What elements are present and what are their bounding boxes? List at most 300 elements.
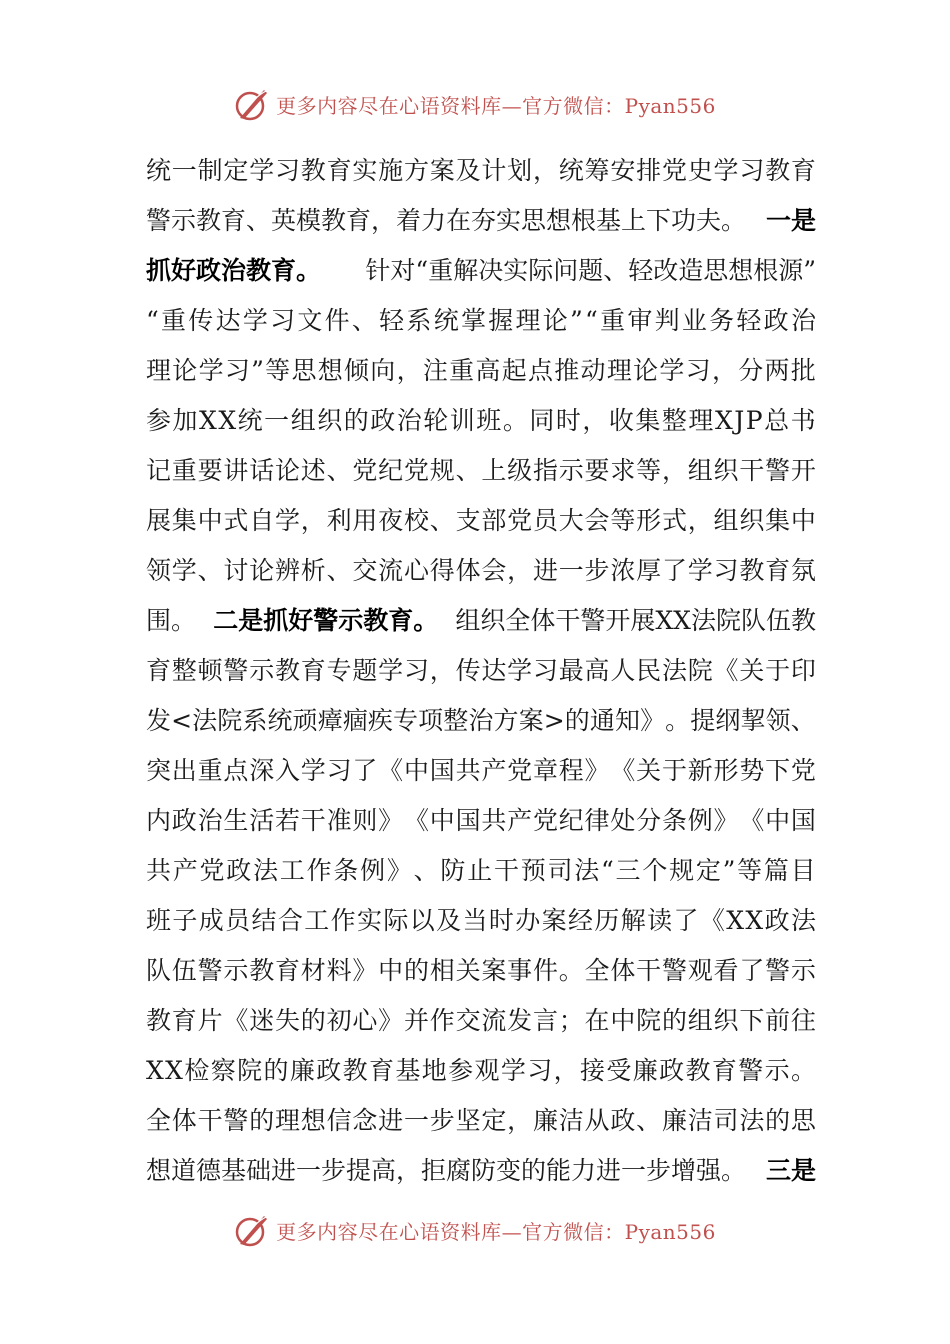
char: 地 <box>421 1056 447 1085</box>
char: 篇 <box>763 856 789 885</box>
char: 新 <box>687 756 713 785</box>
text-line <box>146 196 816 246</box>
char: > <box>543 706 565 735</box>
char: 交 <box>352 556 378 585</box>
char: 习 <box>403 656 429 685</box>
char: 。 <box>790 1056 816 1085</box>
char: 专 <box>326 656 352 685</box>
char: 示 <box>790 956 816 985</box>
char: 整 <box>661 406 687 435</box>
char: 发 <box>146 706 172 735</box>
char: 关 <box>455 956 481 985</box>
text-line <box>146 696 816 746</box>
char: 书 <box>790 406 816 435</box>
char: 的 <box>343 406 369 435</box>
char: 统 <box>146 156 172 185</box>
char: 成 <box>198 906 224 935</box>
char: 廉 <box>661 1106 687 1135</box>
char: 共 <box>455 756 481 785</box>
text-segment: 针对“重解决实际问题、轻改造思想根源” <box>365 256 816 285</box>
char: 体 <box>610 956 636 985</box>
char: 论 <box>274 456 300 485</box>
char: 指 <box>532 456 558 485</box>
watermark-header <box>0 84 950 124</box>
char: 警 <box>765 956 791 985</box>
char: 部 <box>481 506 507 535</box>
char: 握 <box>488 306 514 335</box>
char: 动 <box>580 356 606 385</box>
char: 了 <box>739 956 765 985</box>
char: 党 <box>403 456 429 485</box>
char: 论 <box>542 306 568 335</box>
char: 治 <box>468 706 494 735</box>
char: 学 <box>242 306 268 335</box>
char: 》 <box>584 756 610 785</box>
char: J <box>734 406 745 435</box>
char: 历 <box>594 906 620 935</box>
char: 。 <box>558 956 584 985</box>
char: 习 <box>274 156 300 185</box>
char: 自 <box>249 506 275 535</box>
char: 章 <box>532 756 558 785</box>
char: 整 <box>171 656 197 685</box>
char: 育 <box>765 556 791 585</box>
char: 律 <box>584 806 610 835</box>
char: 个 <box>642 856 668 885</box>
char: 教 <box>249 956 275 985</box>
char: 步 <box>429 1106 455 1135</box>
char: 定 <box>481 1106 507 1135</box>
char: 。 <box>502 406 528 435</box>
char: 题 <box>352 656 378 685</box>
char: 作 <box>306 856 332 885</box>
char: 政 <box>316 1056 342 1085</box>
char: 了 <box>661 556 687 585</box>
char: 司 <box>713 1106 739 1135</box>
char: 治 <box>790 306 816 335</box>
text-line <box>146 896 816 946</box>
char: 下 <box>765 756 791 785</box>
char: ” <box>251 356 264 385</box>
char: 员 <box>532 506 558 535</box>
char: 示 <box>223 956 249 985</box>
char: 等 <box>737 856 763 885</box>
char: 育 <box>274 956 300 985</box>
char: 警 <box>223 656 249 685</box>
char: ， <box>711 356 737 385</box>
text-line <box>146 746 816 796</box>
char: 失 <box>274 1006 300 1035</box>
char: 分 <box>738 356 764 385</box>
char: 育 <box>326 156 352 185</box>
char: 》 <box>352 956 378 985</box>
char: 瘴 <box>317 706 343 735</box>
char: 警 <box>765 456 791 485</box>
char: 中 <box>403 756 429 785</box>
char: 织 <box>713 456 739 485</box>
char: 大 <box>558 506 584 535</box>
char: 习 <box>713 556 739 585</box>
char: 浓 <box>610 556 636 585</box>
char: 习 <box>685 356 711 385</box>
char: 氛 <box>790 556 816 585</box>
char: 处 <box>610 806 636 835</box>
char: 审 <box>627 306 653 335</box>
char: 的 <box>249 1106 275 1135</box>
char: 。 <box>665 706 691 735</box>
char: ， <box>429 656 455 685</box>
char: 轮 <box>423 406 449 435</box>
char: 教 <box>274 656 300 685</box>
char: 政 <box>659 1056 685 1085</box>
char: 教 <box>765 156 791 185</box>
char: ， <box>300 506 326 535</box>
char: 共 <box>146 856 172 885</box>
char: 际 <box>383 906 409 935</box>
char: ， <box>553 1056 579 1085</box>
char: 方 <box>493 706 519 735</box>
char: 时 <box>555 406 581 435</box>
char: 业 <box>681 306 707 335</box>
char: 展 <box>146 506 172 535</box>
char: 学 <box>659 356 685 385</box>
text-segment: 围。 <box>146 606 197 635</box>
char: 疾 <box>367 706 393 735</box>
char: 习 <box>527 1056 553 1085</box>
char: 得 <box>429 556 455 585</box>
char: 《 <box>223 1006 249 1035</box>
char: 警 <box>223 1106 249 1135</box>
char: 高 <box>584 656 610 685</box>
char: 产 <box>507 806 533 835</box>
char: 并 <box>403 1006 429 1035</box>
char: 廉 <box>632 1056 658 1085</box>
char: 全 <box>584 956 610 985</box>
char: 用 <box>352 506 378 535</box>
char: 想 <box>300 1106 326 1135</box>
char: 论 <box>633 356 659 385</box>
char: 工 <box>279 856 305 885</box>
char: 从 <box>584 1106 610 1135</box>
char: 法 <box>253 856 279 885</box>
char: ” <box>570 306 583 335</box>
char: 通 <box>589 706 615 735</box>
char: 、 <box>326 556 352 585</box>
char: 片 <box>197 1006 223 1035</box>
char: 出 <box>171 756 197 785</box>
char: 往 <box>790 1006 816 1035</box>
char: 系 <box>406 306 432 335</box>
text-line <box>146 596 816 646</box>
char: 《 <box>403 806 429 835</box>
char: 廉 <box>289 1056 315 1085</box>
char: 进 <box>378 1106 404 1135</box>
char: 前 <box>765 1006 791 1035</box>
char: 起 <box>501 356 527 385</box>
char: 习 <box>739 156 765 185</box>
char: 注 <box>422 356 448 385</box>
char: 检 <box>184 1056 210 1085</box>
char: 下 <box>739 1006 765 1035</box>
char: 案 <box>541 906 567 935</box>
char: 析 <box>300 556 326 585</box>
char: 了 <box>673 906 699 935</box>
char: X <box>218 406 237 435</box>
char: 治 <box>197 806 223 835</box>
char: 史 <box>687 156 713 185</box>
char: 知 <box>614 706 640 735</box>
text-segment: 组织全体干警开展XX法院队伍教 <box>455 606 816 635</box>
char: 务 <box>709 306 735 335</box>
char: 洁 <box>687 1106 713 1135</box>
char: 印 <box>790 656 816 685</box>
char: 法 <box>574 856 600 885</box>
char: 育 <box>146 656 172 685</box>
char: 学 <box>198 356 224 385</box>
char: 会 <box>584 506 610 535</box>
char: 要 <box>197 456 223 485</box>
char: 体 <box>171 1106 197 1135</box>
char: “ <box>146 306 159 335</box>
char: 合 <box>277 906 303 935</box>
char: 当 <box>462 906 488 935</box>
char: 在 <box>584 1006 610 1035</box>
char: 的 <box>765 1106 791 1135</box>
char: 流 <box>481 1006 507 1035</box>
char: 时 <box>488 906 514 935</box>
text-line <box>146 1046 816 1096</box>
char: 《 <box>699 906 725 935</box>
char: 筹 <box>584 156 610 185</box>
text-line <box>146 246 816 296</box>
char: 领 <box>765 706 791 735</box>
char: 重 <box>449 356 475 385</box>
char: 警 <box>738 1056 764 1085</box>
bold-phrase: 抓好政治教育。 <box>146 256 322 285</box>
char: ， <box>507 1106 533 1135</box>
char: 相 <box>429 956 455 985</box>
char: 示 <box>764 1056 790 1085</box>
char: ， <box>661 456 687 485</box>
char: X <box>146 1056 164 1085</box>
char: 、 <box>197 556 223 585</box>
char: 定 <box>223 156 249 185</box>
char: 学 <box>687 556 713 585</box>
char: 统 <box>267 706 293 735</box>
char: < <box>171 706 193 735</box>
char: 习 <box>326 756 352 785</box>
char: ” <box>722 856 736 885</box>
char: 及 <box>436 906 462 935</box>
char: 参 <box>146 406 172 435</box>
char: 向 <box>370 356 396 385</box>
bold-phrase: 三是 <box>765 1156 816 1185</box>
char: 育 <box>300 656 326 685</box>
text-line <box>146 396 816 446</box>
char: 政 <box>171 806 197 835</box>
char: 一 <box>403 1106 429 1135</box>
watermark-text: 更多内容尽在心语资料库—官方微信：Pyan556 <box>276 1219 716 1244</box>
char: 训 <box>449 406 475 435</box>
char: 统 <box>558 156 584 185</box>
text-line <box>146 296 816 346</box>
char: 例 <box>687 806 713 835</box>
char: 话 <box>249 456 275 485</box>
char: 预 <box>520 856 546 885</box>
char: 党 <box>507 506 533 535</box>
document-body <box>146 146 816 1196</box>
char: 达 <box>481 656 507 685</box>
char: 学 <box>249 156 275 185</box>
char: 文 <box>297 306 323 335</box>
char: 最 <box>558 656 584 685</box>
char: 理 <box>515 306 541 335</box>
char: 初 <box>326 1006 352 1035</box>
char: 经 <box>568 906 594 935</box>
char: 关 <box>636 756 662 785</box>
char: 传 <box>188 306 214 335</box>
char: 班 <box>476 406 502 435</box>
char: 院 <box>237 1056 263 1085</box>
text-line <box>146 1096 816 1146</box>
char: 关 <box>739 656 765 685</box>
char: 判 <box>654 306 680 335</box>
char: 会 <box>481 556 507 585</box>
quill-pen-logo-icon <box>234 86 270 122</box>
char: 干 <box>493 856 519 885</box>
char: 式 <box>661 506 687 535</box>
char: ， <box>396 356 422 385</box>
char: 轻 <box>736 306 762 335</box>
char: 则 <box>352 806 378 835</box>
char: 组 <box>687 1006 713 1035</box>
char: 活 <box>249 806 275 835</box>
char: 民 <box>636 656 662 685</box>
char: 理 <box>146 356 172 385</box>
char: 院 <box>636 1006 662 1035</box>
char: 教 <box>146 1006 172 1035</box>
text-line <box>146 946 816 996</box>
char: 内 <box>146 806 172 835</box>
char: 求 <box>610 456 636 485</box>
char: 、 <box>351 306 377 335</box>
char: 党 <box>199 856 225 885</box>
char: 接 <box>579 1056 605 1085</box>
char: 项 <box>418 706 444 735</box>
char: 总 <box>764 406 790 435</box>
char: 法 <box>790 906 816 935</box>
char: 、 <box>455 456 481 485</box>
char: 法 <box>192 706 218 735</box>
char: 治 <box>396 406 422 435</box>
char: 加 <box>172 406 198 435</box>
char: 法 <box>739 1106 765 1135</box>
char: 重 <box>161 306 187 335</box>
char: 产 <box>481 756 507 785</box>
char: 止 <box>467 856 493 885</box>
char: 院 <box>217 706 243 735</box>
char: 及 <box>455 156 481 185</box>
char: 的 <box>403 956 429 985</box>
char: 观 <box>687 956 713 985</box>
watermark-footer <box>0 1210 950 1250</box>
char: 重 <box>600 306 626 335</box>
char: 国 <box>429 756 455 785</box>
char: 制 <box>197 156 223 185</box>
char: 等 <box>610 506 636 535</box>
char: “ <box>585 306 598 335</box>
char: ； <box>558 1006 584 1035</box>
text-line <box>146 796 816 846</box>
char: 排 <box>636 156 662 185</box>
char: P <box>745 406 763 435</box>
char: 教 <box>300 156 326 185</box>
char: 中 <box>610 1006 636 1035</box>
char: 结 <box>251 906 277 935</box>
char: 法 <box>661 656 687 685</box>
char: 要 <box>584 456 610 485</box>
char: 》 <box>713 806 739 835</box>
char: 组 <box>290 406 316 435</box>
char: 划 <box>507 156 533 185</box>
char: 等 <box>265 356 291 385</box>
char: 案 <box>429 156 455 185</box>
char: 纪 <box>558 806 584 835</box>
char: 高 <box>475 356 501 385</box>
char: 实 <box>352 156 378 185</box>
char: 》 <box>640 706 666 735</box>
char: ， <box>507 556 533 585</box>
quill-pen-logo-icon <box>234 1212 270 1248</box>
char: X <box>745 906 764 935</box>
char: 批 <box>790 356 816 385</box>
text-line <box>146 546 816 596</box>
char: 案 <box>481 956 507 985</box>
char: 一 <box>171 156 197 185</box>
char: 达 <box>215 306 241 335</box>
char: 司 <box>547 856 573 885</box>
char: 《 <box>739 806 765 835</box>
char: 述 <box>300 456 326 485</box>
char: 深 <box>249 756 275 785</box>
char: 队 <box>146 956 172 985</box>
char: 迷 <box>249 1006 275 1035</box>
char: 党 <box>507 756 533 785</box>
char: 专 <box>393 706 419 735</box>
char: 点 <box>527 356 553 385</box>
char: 国 <box>455 806 481 835</box>
char: 领 <box>146 556 172 585</box>
char: 思 <box>790 1106 816 1135</box>
char: 条 <box>661 806 687 835</box>
char: 思 <box>291 356 317 385</box>
char: 进 <box>532 556 558 585</box>
watermark-text: 更多内容尽在心语资料库—官方微信：Pyan556 <box>276 93 716 118</box>
char: 织 <box>713 1006 739 1035</box>
char: 突 <box>146 756 172 785</box>
char: 读 <box>647 906 673 935</box>
char: 系 <box>242 706 268 735</box>
char: 学 <box>507 656 533 685</box>
char: 收 <box>608 406 634 435</box>
char: 学 <box>378 656 404 685</box>
char: 育 <box>790 156 816 185</box>
char: 重 <box>171 456 197 485</box>
char: 习 <box>532 656 558 685</box>
char: 挈 <box>740 706 766 735</box>
text-line <box>146 1146 816 1196</box>
char: 材 <box>300 956 326 985</box>
